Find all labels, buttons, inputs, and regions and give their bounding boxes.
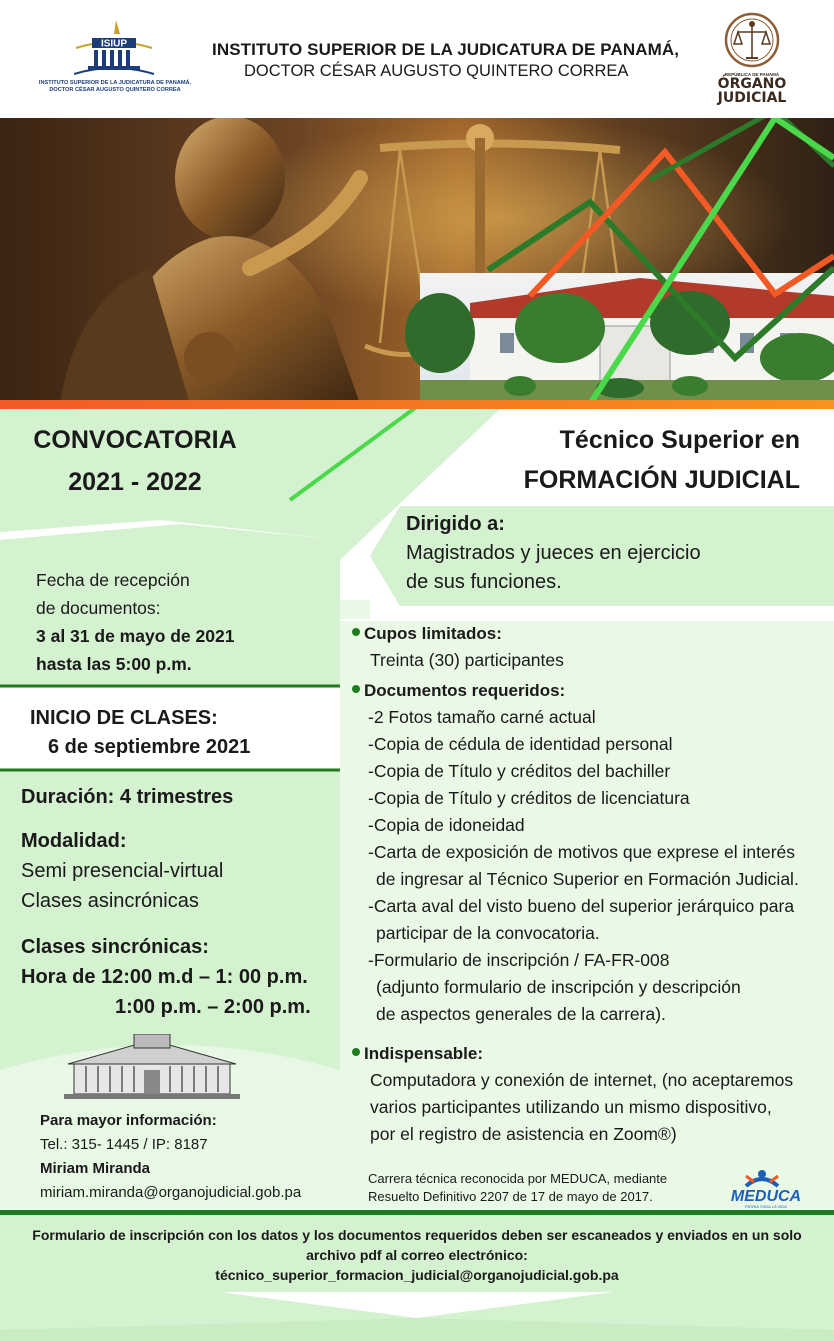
- dirigido-1: Magistrados y jueces en ejercicio: [406, 542, 701, 564]
- indispensable-block: [352, 1040, 793, 1148]
- contact-label: Para mayor información:: [40, 1112, 217, 1129]
- documentos-label: Documentos requeridos:: [364, 681, 566, 700]
- bullet-dot-icon: [352, 1048, 360, 1056]
- indispensable-2: varios participantes utilizando un mismo dispositivo,: [370, 1097, 772, 1117]
- isiup-building-icon: [74, 18, 154, 76]
- justice-seal-icon: [712, 10, 792, 72]
- modalidad-label: Modalidad:: [21, 830, 127, 852]
- court-building-icon: [405, 273, 834, 404]
- convocatoria-years: 2021 - 2022: [68, 468, 202, 496]
- meduca-tagline: PATRIA TODA LA VIDA: [745, 1204, 787, 1209]
- building-sketch-icon: [64, 1034, 240, 1100]
- doc-item: -Copia de cédula de identidad personal: [368, 734, 673, 754]
- footer-divider: [0, 1210, 834, 1215]
- contact-phone: Tel.: 315- 1445 / IP: 8187: [40, 1136, 208, 1153]
- inicio-date: 6 de septiembre 2021: [48, 736, 251, 758]
- program-title: [524, 420, 800, 500]
- footer-email[interactable]: técnico_superior_formacion_judicial@organojudicial.gob.pa: [215, 1267, 619, 1283]
- indispensable-1: Computadora y conexión de internet, (no aceptaremos: [370, 1070, 794, 1090]
- dirigido-label: Dirigido a:: [406, 513, 505, 535]
- cupos-label: Cupos limitados:: [364, 624, 502, 643]
- oj-top-text: REPÚBLICA DE PANAMÁ: [724, 72, 780, 77]
- inicio-label: INICIO DE CLASES:: [30, 707, 218, 729]
- header: [0, 0, 834, 118]
- doc-item: -Copia de Título y créditos de licenciatura: [368, 788, 690, 808]
- isiup-logo-text: ISIUP: [100, 38, 128, 50]
- footer-text: [20, 1225, 814, 1285]
- organo-judicial-logo: [712, 10, 792, 108]
- institute-title: INSTITUTO SUPERIOR DE LA JUDICATURA DE PANAMÁ,: [212, 40, 680, 59]
- modalidad-block: [21, 826, 223, 916]
- reception-block: [36, 566, 234, 678]
- contact-name: Miriam Miranda: [40, 1160, 151, 1177]
- contact-block: [40, 1109, 301, 1205]
- reception-label-1: Fecha de recepción: [36, 570, 190, 590]
- oj-line2: JUDICIAL: [717, 90, 787, 106]
- dirigido-block: [406, 510, 701, 597]
- sincronicas-block: [21, 932, 311, 1022]
- orange-divider: [0, 400, 834, 409]
- bullet-dot-icon: [352, 628, 360, 636]
- doc-item: -Carta aval del visto bueno del superior jerárquico para: [368, 896, 795, 916]
- bullet-dot-icon: [352, 685, 360, 693]
- doc-item: (adjunto formulario de inscripción y descripción: [376, 977, 741, 997]
- doc-item: -Copia de Título y créditos del bachiller: [368, 761, 671, 781]
- convocatoria-title: CONVOCATORIA: [33, 426, 237, 454]
- footer-line-2: archivo pdf al correo electrónico:: [306, 1247, 528, 1263]
- reception-dates: 3 al 31 de mayo de 2021: [36, 626, 235, 646]
- institute-subtitle: DOCTOR CÉSAR AUGUSTO QUINTERO CORREA: [244, 62, 629, 80]
- reception-time: hasta las 5:00 p.m.: [36, 654, 192, 674]
- indispensable-label: Indispensable:: [364, 1044, 484, 1063]
- cupos-value: Treinta (30) participantes: [370, 650, 564, 670]
- program-title-line1: Técnico Superior en: [559, 426, 800, 454]
- program-title-line2: FORMACIÓN JUDICIAL: [523, 466, 800, 494]
- doc-item: -2 Fotos tamaño carné actual: [368, 707, 596, 727]
- sincronicas-label: Clases sincrónicas:: [21, 936, 209, 958]
- meduca-logo-text: MEDUCA: [730, 1188, 802, 1205]
- doc-item: -Formulario de inscripción / FA-FR-008: [368, 950, 670, 970]
- cupos-block: [352, 620, 564, 674]
- inicio-block: [30, 704, 250, 762]
- hero-image: [0, 118, 834, 404]
- reception-label-2: de documentos:: [36, 598, 161, 618]
- sincronicas-2: 1:00 p.m. – 2:00 p.m.: [115, 996, 311, 1018]
- doc-item: de ingresar al Técnico Superior en Formación Judicial.: [376, 869, 799, 889]
- doc-item: -Copia de idoneidad: [368, 815, 525, 835]
- meduca-figure-icon: [716, 1168, 816, 1210]
- modalidad-2: Clases asincrónicas: [21, 890, 199, 912]
- sincronicas-1: Hora de 12:00 m.d – 1: 00 p.m.: [21, 966, 308, 988]
- footer-line-1: Formulario de inscripción con los datos y los documentos requeridos deben ser escaneados y enviados en un solo: [32, 1227, 802, 1243]
- oj-line1: ÓRGANO: [717, 76, 787, 92]
- isiup-logo: [30, 18, 200, 100]
- meduca-note: Carrera técnica reconocida por MEDUCA, mediante Resuelto Definitivo 2207 de 17 de mayo de 2017.: [368, 1171, 668, 1204]
- doc-item: de aspectos generales de la carrera).: [376, 1004, 666, 1024]
- indispensable-3: por el registro de asistencia en Zoom®): [370, 1124, 677, 1144]
- contact-email[interactable]: miriam.miranda@organojudicial.gob.pa: [40, 1184, 302, 1201]
- modalidad-1: Semi presencial-virtual: [21, 860, 224, 882]
- documentos-block: [352, 677, 799, 1028]
- doc-item: participar de la convocatoria.: [376, 923, 600, 943]
- doc-item: -Carta de exposición de motivos que exprese el interés: [368, 842, 796, 862]
- isiup-subtitle: INSTITUTO SUPERIOR DE LA JUDICATURA DE PANAMÁ, DOCTOR CÉSAR AUGUSTO QUINTERO CORREA: [38, 80, 192, 93]
- dirigido-2: de sus funciones.: [406, 571, 562, 593]
- meduca-logo: [716, 1168, 816, 1210]
- duracion: Duración: 4 trimestres: [21, 786, 234, 808]
